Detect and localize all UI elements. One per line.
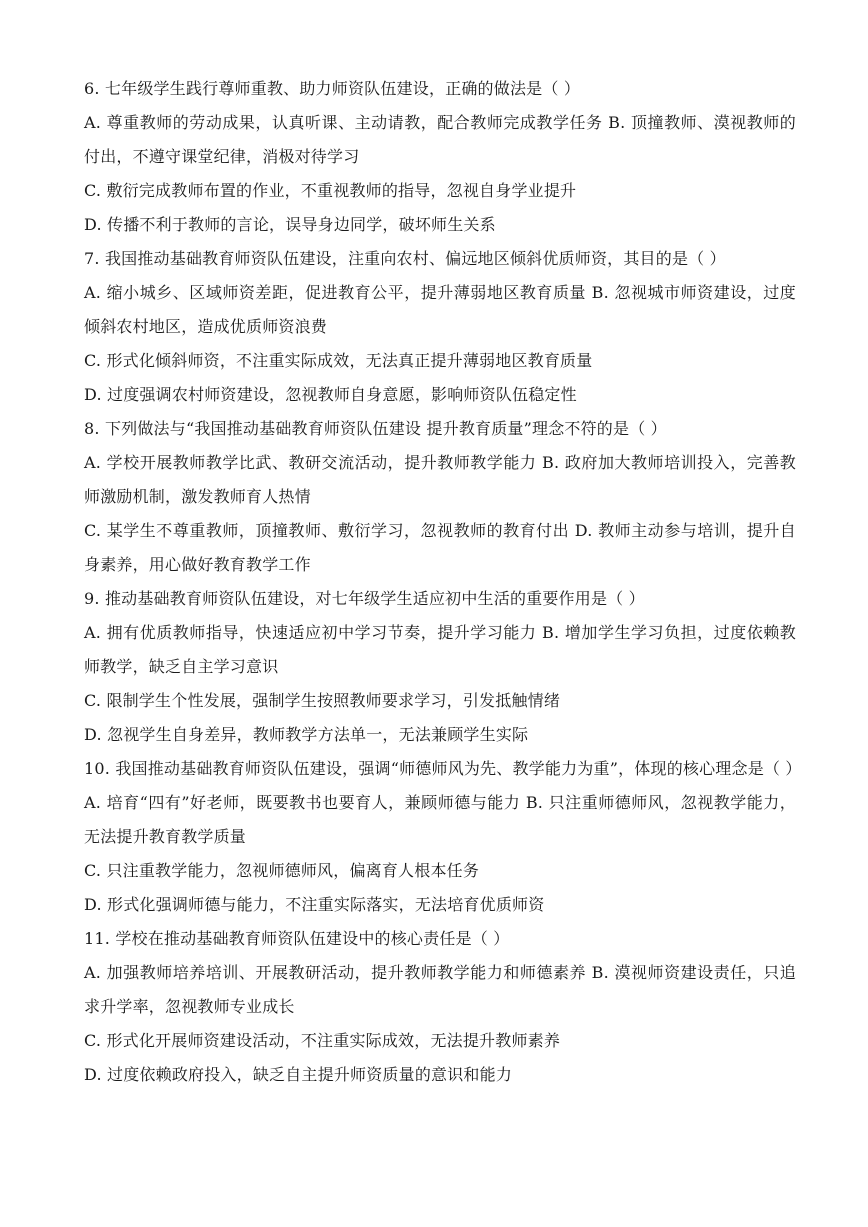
option-d: D. 传播不利于教师的言论，误导身边同学，破坏师生关系	[84, 215, 496, 234]
option-a-b: A. 缩小城乡、区域师资差距，促进教育公平，提升薄弱地区教育质量 B. 忽视城市师资建设，过度倾斜农村地区，造成优质师资浪费	[84, 283, 796, 336]
option-d: D. 过度强调农村师资建设，忽视教师自身意愿，影响师资队伍稳定性	[84, 385, 577, 404]
question-11	[84, 922, 796, 1092]
option-c: C. 只注重教学能力，忽视师德师风，偏离育人根本任务	[84, 861, 480, 880]
question-stem: 9. 推动基础教育师资队伍建设，对七年级学生适应初中生活的重要作用是（ ）	[84, 589, 645, 608]
option-c: C. 形式化倾斜师资，不注重实际成效，无法真正提升薄弱地区教育质量	[84, 351, 593, 370]
question-10	[84, 752, 802, 922]
option-a-b: A. 尊重教师的劳动成果，认真听课、主动请教，配合教师完成教学任务 B. 顶撞教师、漠视教师的付出，不遵守课堂纪律，消极对待学习	[84, 113, 796, 166]
option-c: C. 形式化开展师资建设活动，不注重实际成效，无法提升教师素养	[84, 1031, 561, 1050]
exam-page	[84, 72, 802, 1092]
option-a-b: A. 加强教师培养培训、开展教研活动，提升教师教学能力和师德素养 B. 漠视师资建设责任，只追求升学率，忽视教师专业成长	[84, 963, 796, 1016]
question-stem: 11. 学校在推动基础教育师资队伍建设中的核心责任是（ ）	[84, 929, 510, 948]
question-9	[84, 582, 796, 752]
question-stem: 7. 我国推动基础教育师资队伍建设，注重向农村、偏远地区倾斜优质师资，其目的是（ ）	[84, 249, 726, 268]
option-c: C. 限制学生个性发展，强制学生按照教师要求学习，引发抵触情绪	[84, 691, 561, 710]
option-d: D. 忽视学生自身差异，教师教学方法单一，无法兼顾学生实际	[84, 725, 529, 744]
option-a-b: A. 学校开展教师教学比武、教研交流活动，提升教师教学能力 B. 政府加大教师培训投入，完善教师激励机制，激发教师育人热情	[84, 453, 796, 506]
option-a-b: A. 培育“四有”好老师，既要教书也要育人，兼顾师德与能力 B. 只注重师德师风，忽视教学能力，无法提升教育教学质量	[84, 793, 796, 846]
option-c-d: C. 某学生不尊重教师，顶撞教师、敷衍学习，忽视教师的教育付出 D. 教师主动参与培训，提升自身素养，用心做好教育教学工作	[84, 521, 796, 574]
question-6	[84, 72, 796, 242]
option-a-b: A. 拥有优质教师指导，快速适应初中学习节奏，提升学习能力 B. 增加学生学习负担，过度依赖教师教学，缺乏自主学习意识	[84, 623, 796, 676]
option-d: D. 过度依赖政府投入，缺乏自主提升师资质量的意识和能力	[84, 1065, 513, 1084]
question-8	[84, 412, 796, 582]
question-stem: 8. 下列做法与“我国推动基础教育师资队伍建设 提升教育质量”理念不符的是（ ）	[84, 419, 667, 438]
question-7	[84, 242, 796, 412]
option-c: C. 敷衍完成教师布置的作业，不重视教师的指导，忽视自身学业提升	[84, 181, 577, 200]
question-stem: 6. 七年级学生践行尊师重教、助力师资队伍建设，正确的做法是（ ）	[84, 79, 581, 98]
option-d: D. 形式化强调师德与能力，不注重实际落实，无法培育优质师资	[84, 895, 545, 914]
question-stem: 10. 我国推动基础教育师资队伍建设，强调“师德师风为先、教学能力为重”，体现的核心理念是（ ）	[84, 759, 802, 778]
